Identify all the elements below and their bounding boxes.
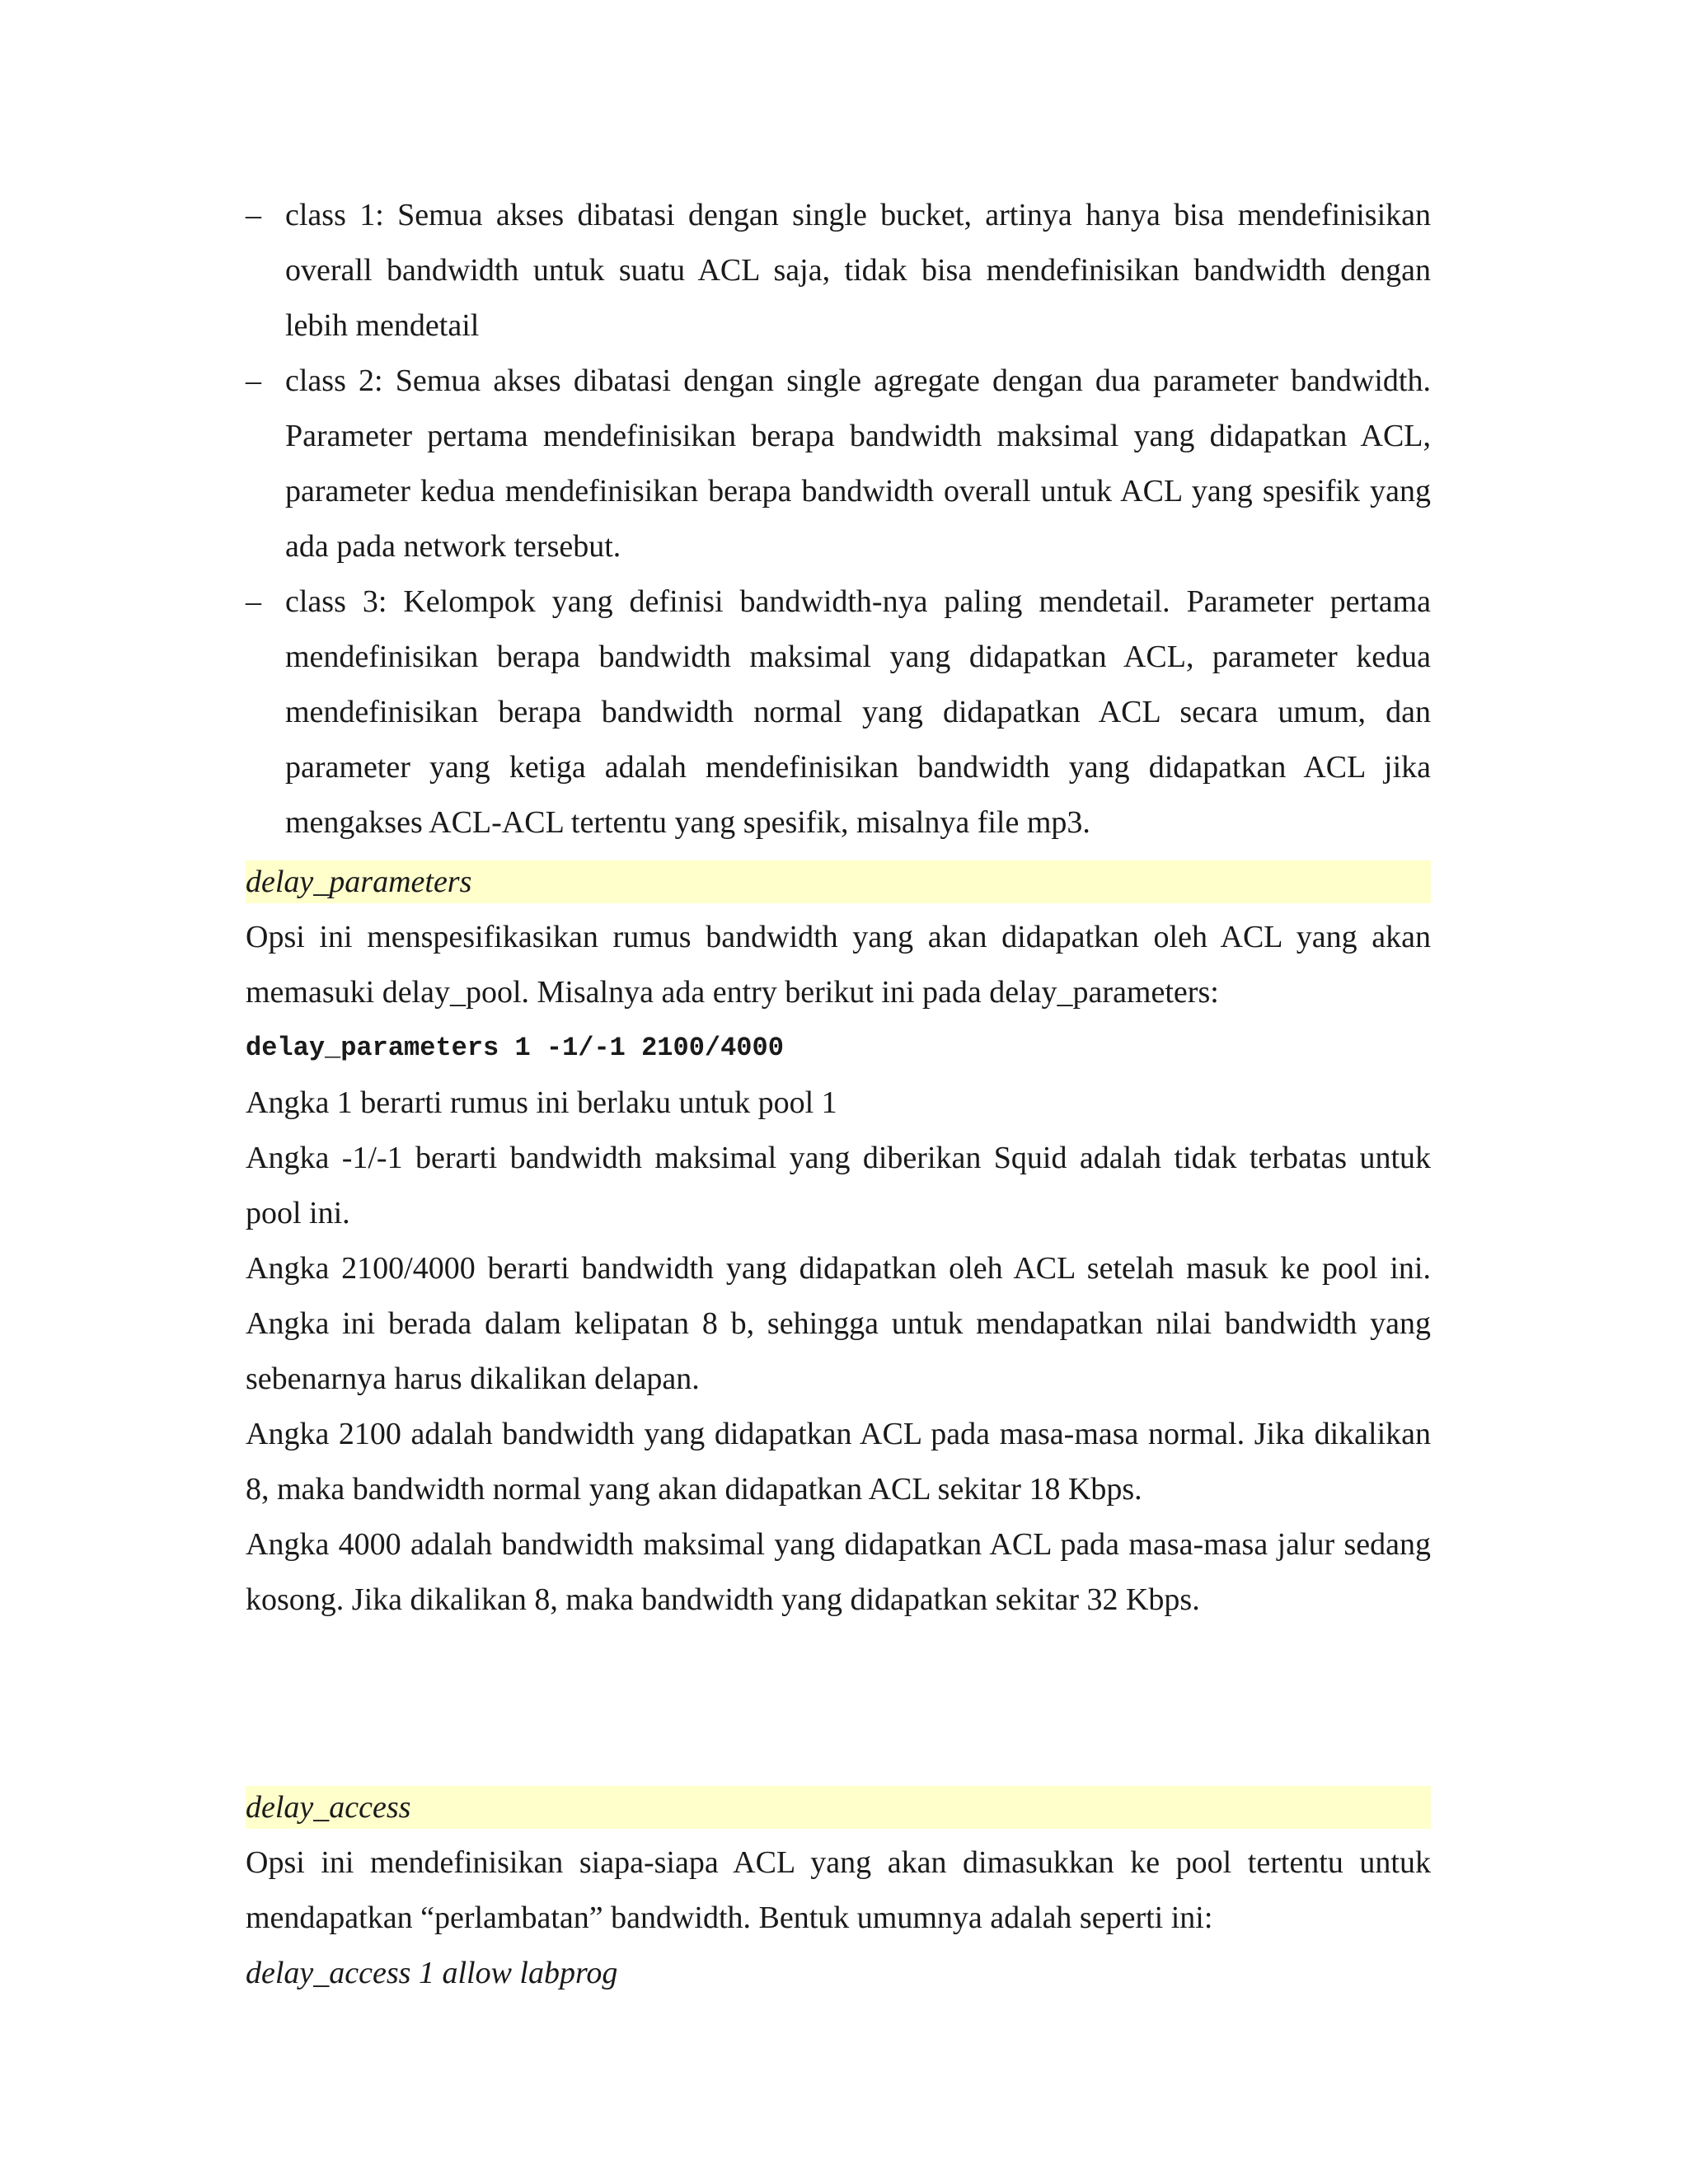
section-intro: Opsi ini menspesifikasikan rumus bandwidth yang akan didapatkan oleh ACL yang akan memasuki delay_pool. Misalnya ada entry berikut ini pada delay_parameters:	[246, 920, 1431, 1010]
paragraph: Angka -1/-1 berarti bandwidth maksimal yang diberikan Squid adalah tidak terbatas untuk pool ini.	[246, 1141, 1431, 1230]
bullet-dash: –	[246, 363, 261, 398]
list-item-class-1	[246, 188, 1431, 354]
section-heading-delay-access: delay_access	[246, 1786, 1431, 1829]
section-heading-delay-parameters: delay_parameters	[246, 860, 1431, 903]
paragraph: Angka 4000 adalah bandwidth maksimal yang didapatkan ACL pada masa-masa jalur sedang kosong. Jika dikalikan 8, maka bandwidth yang didapatkan sekitar 32 Kbps.	[246, 1527, 1431, 1617]
list-item-text: class 1: Semua akses dibatasi dengan single bucket, artinya hanya bisa mendefinisikan overall bandwidth untuk suatu ACL saja, tidak bisa mendefinisikan bandwidth dengan lebih mendetail	[285, 198, 1431, 343]
bullet-dash: –	[246, 198, 261, 232]
list-item-class-2	[246, 354, 1431, 574]
code-example: delay_parameters 1 -1/-1 2100/4000	[246, 1033, 784, 1063]
paragraph: Angka 2100 adalah bandwidth yang didapatkan ACL pada masa-masa normal. Jika dikalikan 8, maka bandwidth normal yang akan didapatkan ACL sekitar 18 Kbps.	[246, 1417, 1431, 1507]
list-item-text: class 3: Kelompok yang definisi bandwidth-nya paling mendetail. Parameter pertama mendefinisikan berapa bandwidth maksimal yang didapatkan ACL, parameter kedua mendefinisikan berapa bandwidth normal yang didapatkan ACL secara umum, dan parameter yang ketiga adalah mendefinisikan bandwidth yang didapatkan ACL jika mengakses ACL-ACL tertentu yang spesifik, misalnya file mp3.	[285, 584, 1431, 840]
bullet-dash: –	[246, 584, 261, 619]
paragraph: Angka 1 berarti rumus ini berlaku untuk pool 1	[246, 1085, 837, 1120]
vertical-spacer	[246, 1628, 1431, 1776]
class-list	[246, 188, 1431, 851]
list-item-text: class 2: Semua akses dibatasi dengan single agregate dengan dua parameter bandwidth. Parameter pertama mendefinisikan berapa bandwidth maksimal yang didapatkan ACL, parameter kedua mendefinisikan berapa bandwidth overall untuk ACL yang spesifik yang ada pada network tersebut.	[285, 363, 1431, 564]
page-content	[246, 188, 1431, 2001]
list-item-class-3	[246, 574, 1431, 851]
paragraph: Angka 2100/4000 berarti bandwidth yang didapatkan oleh ACL setelah masuk ke pool ini. Angka ini berada dalam kelipatan 8 b, sehingga untuk mendapatkan nilai bandwidth yang sebenarnya harus dikalikan delapan.	[246, 1251, 1431, 1396]
section-intro: Opsi ini mendefinisikan siapa-siapa ACL yang akan dimasukkan ke pool tertentu untuk mendapatkan “perlambatan” bandwidth. Bentuk umumnya adalah seperti ini:	[246, 1845, 1431, 1935]
syntax-example: delay_access 1 allow labprog	[246, 1956, 618, 1990]
